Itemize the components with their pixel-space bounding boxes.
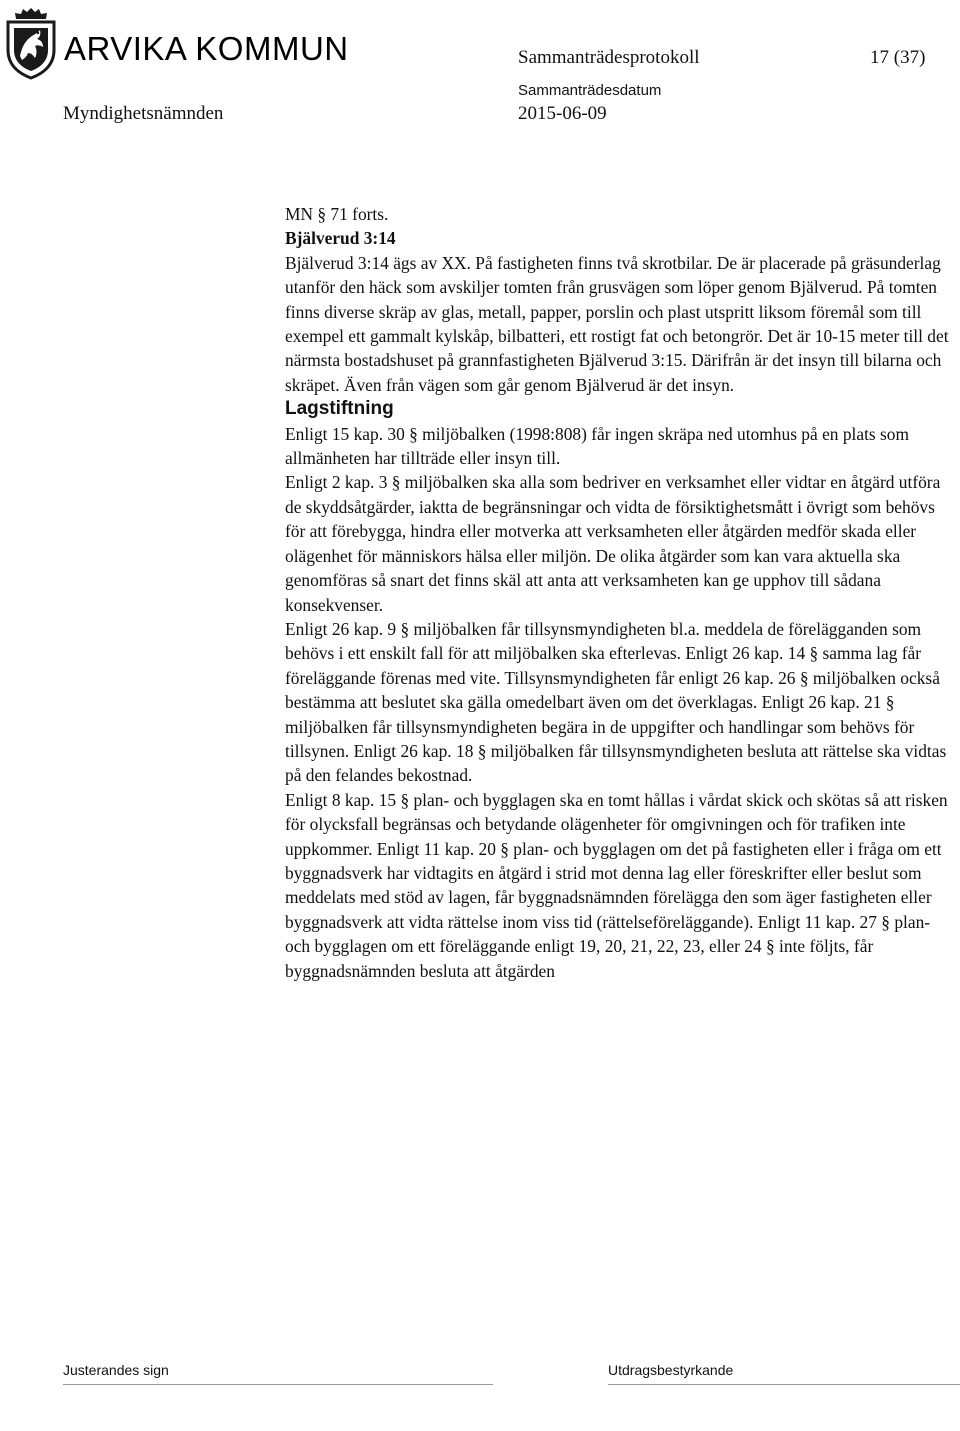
document-type: Sammanträdesprotokoll — [518, 47, 700, 68]
section-heading: Lagstiftning — [285, 398, 394, 420]
property-title: Bjälverud 3:14 — [285, 228, 396, 249]
footer-certification-label: Utdragsbestyrkande — [608, 1362, 734, 1378]
page-number: 17 (37) — [870, 47, 926, 68]
signature-field — [63, 1384, 493, 1431]
document-body — [285, 202, 953, 983]
org-name: ARVIKA KOMMUN — [64, 30, 349, 67]
footer-signature-label: Justerandes sign — [63, 1362, 169, 1378]
meeting-date-label: Sammanträdesdatum — [518, 82, 662, 99]
committee-name: Myndighetsnämnden — [63, 103, 224, 124]
law-reference: Enligt 15 kap. 30 § miljöbalken (1998:808) får ingen skräpa ned utomhus på en plats som allmänheten har tillträde eller insyn till. — [285, 423, 910, 469]
meeting-date: 2015-06-09 — [518, 103, 607, 124]
certification-field — [608, 1384, 960, 1431]
law-reference: Enligt 8 kap. 15 § plan- och bygglagen ska en tomt hållas i vårdat skick och skötas så att risken för olycksfall begränsas och betydande olägenheter för omgivningen och för trafiken inte uppkommer. Enligt 11 kap. 20 § plan- och bygglagen om det på fastigheten eller i fråga om ett byggnadsverk har vidtagits en åtgärd i strid mot denna lag eller föreskrifter eller beslut som meddelats med stöd av lagen, får byggnadsnämnden förelägga den som äger fastigheten eller byggnadsverk att vidta rättelse inom viss tid (rättelseföreläggande). Enligt 11 kap. 27 § plan- och bygglagen om ett föreläggande enligt 19, 20, 21, 22, 23, eller 24 § inte följts, får byggnadsnämnden besluta att åtgärden — [285, 789, 948, 981]
intro-paragraph: Bjälverud 3:14 ägs av XX. På fastigheten finns två skrotbilar. De är placerade på gräsunderlag utanför den häck som avskiljer tomten från grusvägen som löper genom Bjälverud. På tomten finns diverse skräp av glas, metall, papper, porslin och plast utspritt liksom föremål som till exempel ett gammalt kylskåp, bilbatteri, ett rostigt fat och betongrör. Det är 10-15 meter till det närmsta bostadshuset på grannfastigheten Bjälverud 3:15. Därifrån är det insyn till bilarna och skräpet. Även från vägen som går genom Bjälverud är det insyn. — [285, 252, 949, 395]
case-reference: MN § 71 forts. — [285, 204, 389, 224]
law-reference: Enligt 2 kap. 3 § miljöbalken ska alla som bedriver en verksamhet eller vidtar en åtgärd utföra de skyddsåtgärder, iaktta de begränsningar och vidta de försiktighetsmått i övrigt som behövs för att förebygga, hindra eller motverka att verksamheten eller åtgärden medför skada eller olägenhet för människors hälsa eller miljön. De olika åtgärder som kan vara aktuella ska genomföras så snart det finns skäl att anta att verksamheten kan ge upphov till sådana konsekvenser. — [285, 472, 941, 615]
municipal-coat-of-arms-icon — [4, 6, 58, 80]
law-reference: Enligt 26 kap. 9 § miljöbalken får tillsynsmyndigheten bl.a. meddela de förelägganden som behövs i ett enskilt fall för att miljöbalken ska efterlevas. Enligt 26 kap. 14 § samma lag får föreläggande förenas med vite. Tillsynsmyndigheten får enligt 26 kap. 26 § miljöbalken också bestämma att beslutet ska gälla omedelbart även om det överklagas. Enligt 26 kap. 21 § miljöbalken får tillsynsmyndigheten begära in de uppgifter och handlingar som behövs för tillsynen. Enligt 26 kap. 18 § miljöbalken får tillsynsmyndigheten besluta att rättelse ska vidtas på den felandes bekostnad. — [285, 618, 947, 786]
